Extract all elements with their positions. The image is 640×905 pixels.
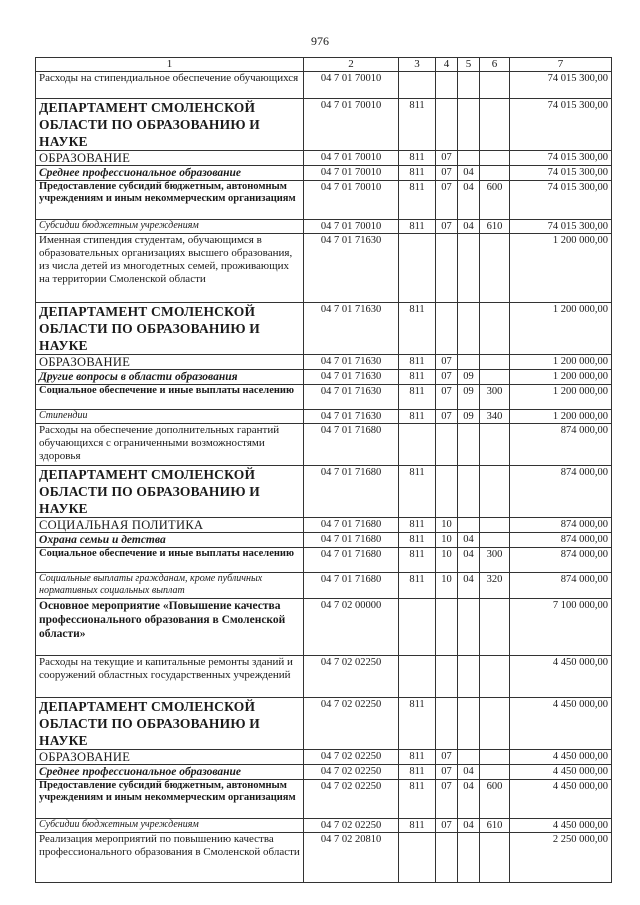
row-code: 04 7 01 71680 (304, 466, 399, 518)
row-section (436, 99, 458, 151)
table-row (36, 220, 612, 234)
row-expense-type: 320 (480, 573, 510, 599)
row-subsection (458, 99, 480, 151)
column-header: 3 (399, 58, 436, 72)
row-code: 04 7 01 71630 (304, 234, 399, 303)
row-expense-type (480, 698, 510, 750)
row-amount: 74 015 300,00 (510, 181, 612, 220)
row-ministry: 811 (399, 99, 436, 151)
row-code: 04 7 01 71630 (304, 355, 399, 370)
row-amount: 4 450 000,00 (510, 780, 612, 819)
row-amount: 1 200 000,00 (510, 303, 612, 355)
row-ministry: 811 (399, 548, 436, 573)
row-name: Расходы на обеспечение дополнительных гарантий обучающихся с ограниченными возможностями здоровья (36, 424, 304, 466)
row-code: 04 7 02 02250 (304, 765, 399, 780)
table-row (36, 410, 612, 424)
table-row (36, 151, 612, 166)
row-section: 07 (436, 220, 458, 234)
page-number: 976 (311, 34, 329, 48)
row-section (436, 303, 458, 355)
row-code: 04 7 01 70010 (304, 151, 399, 166)
row-expense-type: 610 (480, 220, 510, 234)
row-expense-type (480, 466, 510, 518)
row-amount: 4 450 000,00 (510, 819, 612, 833)
row-section (436, 466, 458, 518)
row-code: 04 7 02 02250 (304, 750, 399, 765)
row-section (436, 72, 458, 99)
row-code: 04 7 01 70010 (304, 181, 399, 220)
row-section (436, 656, 458, 698)
row-section: 07 (436, 780, 458, 819)
row-amount: 4 450 000,00 (510, 765, 612, 780)
row-expense-type (480, 750, 510, 765)
row-ministry: 811 (399, 533, 436, 548)
row-expense-type: 300 (480, 548, 510, 573)
row-subsection (458, 234, 480, 303)
table-row (36, 819, 612, 833)
row-subsection (458, 424, 480, 466)
row-code: 04 7 01 71630 (304, 410, 399, 424)
row-amount: 2 250 000,00 (510, 833, 612, 883)
row-amount: 4 450 000,00 (510, 750, 612, 765)
row-subsection (458, 72, 480, 99)
row-name: ОБРАЗОВАНИЕ (36, 750, 304, 765)
row-subsection: 09 (458, 370, 480, 385)
row-subsection: 04 (458, 166, 480, 181)
row-section: 07 (436, 410, 458, 424)
row-subsection (458, 833, 480, 883)
row-amount: 874 000,00 (510, 424, 612, 466)
table-row (36, 99, 612, 151)
row-ministry: 811 (399, 151, 436, 166)
row-subsection: 04 (458, 220, 480, 234)
row-section: 07 (436, 819, 458, 833)
row-name: Предоставление субсидий бюджетным, автономным учреждениям и иным некоммерческим организациям (36, 181, 304, 220)
table-row (36, 533, 612, 548)
table-row (36, 355, 612, 370)
row-name: Субсидии бюджетным учреждениям (36, 220, 304, 234)
row-code: 04 7 01 70010 (304, 72, 399, 99)
row-ministry: 811 (399, 220, 436, 234)
row-code: 04 7 01 71680 (304, 424, 399, 466)
budget-table (35, 57, 612, 883)
column-header: 5 (458, 58, 480, 72)
row-expense-type (480, 99, 510, 151)
row-subsection (458, 698, 480, 750)
table-row (36, 833, 612, 883)
row-expense-type (480, 72, 510, 99)
row-name: Социальные выплаты гражданам, кроме публичных нормативных социальных выплат (36, 573, 304, 599)
row-subsection: 04 (458, 573, 480, 599)
table-row (36, 750, 612, 765)
row-code: 04 7 01 71680 (304, 533, 399, 548)
row-ministry (399, 424, 436, 466)
row-ministry (399, 234, 436, 303)
row-amount: 74 015 300,00 (510, 72, 612, 99)
row-section: 10 (436, 573, 458, 599)
row-name: Среднее профессиональное образование (36, 765, 304, 780)
row-name: ДЕПАРТАМЕНТ СМОЛЕНСКОЙ ОБЛАСТИ ПО ОБРАЗОВАНИЮ И НАУКЕ (36, 698, 304, 750)
table-row (36, 698, 612, 750)
row-ministry: 811 (399, 819, 436, 833)
row-section: 07 (436, 151, 458, 166)
row-ministry (399, 599, 436, 656)
column-header: 7 (510, 58, 612, 72)
row-ministry: 811 (399, 181, 436, 220)
table-row (36, 72, 612, 99)
row-expense-type (480, 370, 510, 385)
row-amount: 74 015 300,00 (510, 99, 612, 151)
table-row (36, 370, 612, 385)
row-amount: 874 000,00 (510, 548, 612, 573)
row-code: 04 7 01 70010 (304, 166, 399, 181)
row-ministry: 811 (399, 573, 436, 599)
row-amount: 874 000,00 (510, 533, 612, 548)
row-expense-type (480, 599, 510, 656)
row-code: 04 7 01 71630 (304, 303, 399, 355)
row-expense-type: 600 (480, 780, 510, 819)
row-ministry: 811 (399, 750, 436, 765)
row-subsection: 04 (458, 533, 480, 548)
row-code: 04 7 01 71680 (304, 518, 399, 533)
table-row (36, 234, 612, 303)
row-name: Основное мероприятие «Повышение качества профессионального образования в Смоленской области» (36, 599, 304, 656)
row-section (436, 833, 458, 883)
row-name: Стипендии (36, 410, 304, 424)
table-row (36, 765, 612, 780)
row-expense-type (480, 424, 510, 466)
row-expense-type: 610 (480, 819, 510, 833)
row-name: Охрана семьи и детства (36, 533, 304, 548)
row-amount: 1 200 000,00 (510, 370, 612, 385)
row-section (436, 424, 458, 466)
column-header: 1 (36, 58, 304, 72)
row-name: ОБРАЗОВАНИЕ (36, 355, 304, 370)
row-ministry: 811 (399, 765, 436, 780)
header-row (36, 58, 612, 72)
row-section: 07 (436, 385, 458, 410)
row-name: ДЕПАРТАМЕНТ СМОЛЕНСКОЙ ОБЛАСТИ ПО ОБРАЗОВАНИЮ И НАУКЕ (36, 99, 304, 151)
row-name: ДЕПАРТАМЕНТ СМОЛЕНСКОЙ ОБЛАСТИ ПО ОБРАЗОВАНИЮ И НАУКЕ (36, 303, 304, 355)
row-amount: 4 450 000,00 (510, 656, 612, 698)
table-row (36, 599, 612, 656)
row-code: 04 7 01 71680 (304, 573, 399, 599)
table-row (36, 181, 612, 220)
row-name: Субсидии бюджетным учреждениям (36, 819, 304, 833)
row-ministry: 811 (399, 466, 436, 518)
row-amount: 1 200 000,00 (510, 385, 612, 410)
row-ministry (399, 656, 436, 698)
table-row (36, 303, 612, 355)
row-section: 07 (436, 355, 458, 370)
row-subsection: 04 (458, 181, 480, 220)
row-ministry: 811 (399, 303, 436, 355)
row-ministry: 811 (399, 518, 436, 533)
row-expense-type (480, 151, 510, 166)
table-row (36, 656, 612, 698)
row-code: 04 7 02 20810 (304, 833, 399, 883)
row-section: 07 (436, 370, 458, 385)
row-expense-type (480, 234, 510, 303)
row-ministry: 811 (399, 410, 436, 424)
row-subsection (458, 599, 480, 656)
row-name: ДЕПАРТАМЕНТ СМОЛЕНСКОЙ ОБЛАСТИ ПО ОБРАЗОВАНИЮ И НАУКЕ (36, 466, 304, 518)
row-section (436, 234, 458, 303)
row-ministry: 811 (399, 780, 436, 819)
row-code: 04 7 01 71630 (304, 370, 399, 385)
table-row (36, 518, 612, 533)
table-row (36, 385, 612, 410)
table-row (36, 466, 612, 518)
row-name: Реализация мероприятий по повышению качества профессионального образования в Смоленской области (36, 833, 304, 883)
row-expense-type (480, 656, 510, 698)
row-amount: 1 200 000,00 (510, 234, 612, 303)
row-code: 04 7 01 71630 (304, 385, 399, 410)
row-name: Социальное обеспечение и иные выплаты населению (36, 385, 304, 410)
row-subsection: 09 (458, 410, 480, 424)
row-section: 07 (436, 181, 458, 220)
row-amount: 874 000,00 (510, 573, 612, 599)
row-subsection: 09 (458, 385, 480, 410)
row-expense-type (480, 833, 510, 883)
row-amount: 1 200 000,00 (510, 410, 612, 424)
row-subsection: 04 (458, 765, 480, 780)
row-section: 07 (436, 166, 458, 181)
row-code: 04 7 01 70010 (304, 99, 399, 151)
row-expense-type: 300 (480, 385, 510, 410)
row-section: 10 (436, 548, 458, 573)
row-amount: 74 015 300,00 (510, 151, 612, 166)
row-subsection (458, 303, 480, 355)
table-body (36, 72, 612, 883)
row-expense-type (480, 533, 510, 548)
row-section: 07 (436, 750, 458, 765)
row-ministry: 811 (399, 370, 436, 385)
row-expense-type (480, 518, 510, 533)
row-subsection (458, 355, 480, 370)
row-amount: 7 100 000,00 (510, 599, 612, 656)
row-name: Среднее профессиональное образование (36, 166, 304, 181)
table-row (36, 166, 612, 181)
row-amount: 1 200 000,00 (510, 355, 612, 370)
row-subsection (458, 750, 480, 765)
column-header: 6 (480, 58, 510, 72)
row-expense-type (480, 355, 510, 370)
row-section: 10 (436, 533, 458, 548)
row-code: 04 7 01 71680 (304, 548, 399, 573)
row-name: Другие вопросы в области образования (36, 370, 304, 385)
row-expense-type (480, 303, 510, 355)
row-ministry (399, 833, 436, 883)
row-section: 10 (436, 518, 458, 533)
row-ministry: 811 (399, 698, 436, 750)
row-ministry: 811 (399, 166, 436, 181)
row-subsection (458, 518, 480, 533)
row-amount: 874 000,00 (510, 518, 612, 533)
row-amount: 874 000,00 (510, 466, 612, 518)
row-amount: 74 015 300,00 (510, 166, 612, 181)
row-code: 04 7 02 02250 (304, 819, 399, 833)
row-code: 04 7 02 02250 (304, 698, 399, 750)
row-section: 07 (436, 765, 458, 780)
column-header: 2 (304, 58, 399, 72)
row-code: 04 7 02 02250 (304, 656, 399, 698)
row-ministry (399, 72, 436, 99)
row-subsection: 04 (458, 780, 480, 819)
row-name: ОБРАЗОВАНИЕ (36, 151, 304, 166)
row-subsection: 04 (458, 548, 480, 573)
row-name: СОЦИАЛЬНАЯ ПОЛИТИКА (36, 518, 304, 533)
table-row (36, 573, 612, 599)
row-expense-type: 340 (480, 410, 510, 424)
row-amount: 74 015 300,00 (510, 220, 612, 234)
row-subsection (458, 466, 480, 518)
row-section (436, 698, 458, 750)
table-row (36, 548, 612, 573)
row-name: Предоставление субсидий бюджетным, автономным учреждениям и иным некоммерческим организациям (36, 780, 304, 819)
column-header: 4 (436, 58, 458, 72)
row-amount: 4 450 000,00 (510, 698, 612, 750)
row-expense-type (480, 166, 510, 181)
row-subsection (458, 656, 480, 698)
row-name: Социальное обеспечение и иные выплаты населению (36, 548, 304, 573)
row-section (436, 599, 458, 656)
row-expense-type (480, 765, 510, 780)
row-code: 04 7 02 00000 (304, 599, 399, 656)
row-ministry: 811 (399, 385, 436, 410)
row-name: Расходы на текущие и капитальные ремонты зданий и сооружений областных государственных учреждений (36, 656, 304, 698)
row-subsection (458, 151, 480, 166)
row-name: Расходы на стипендиальное обеспечение обучающихся (36, 72, 304, 99)
row-expense-type: 600 (480, 181, 510, 220)
row-name: Именная стипендия студентам, обучающимся в образовательных организациях высшего образования, из числа детей из многодетных семей, проживающих на территории Смоленской области (36, 234, 304, 303)
row-code: 04 7 01 70010 (304, 220, 399, 234)
table-row (36, 424, 612, 466)
row-subsection: 04 (458, 819, 480, 833)
table-row (36, 780, 612, 819)
row-ministry: 811 (399, 355, 436, 370)
row-code: 04 7 02 02250 (304, 780, 399, 819)
